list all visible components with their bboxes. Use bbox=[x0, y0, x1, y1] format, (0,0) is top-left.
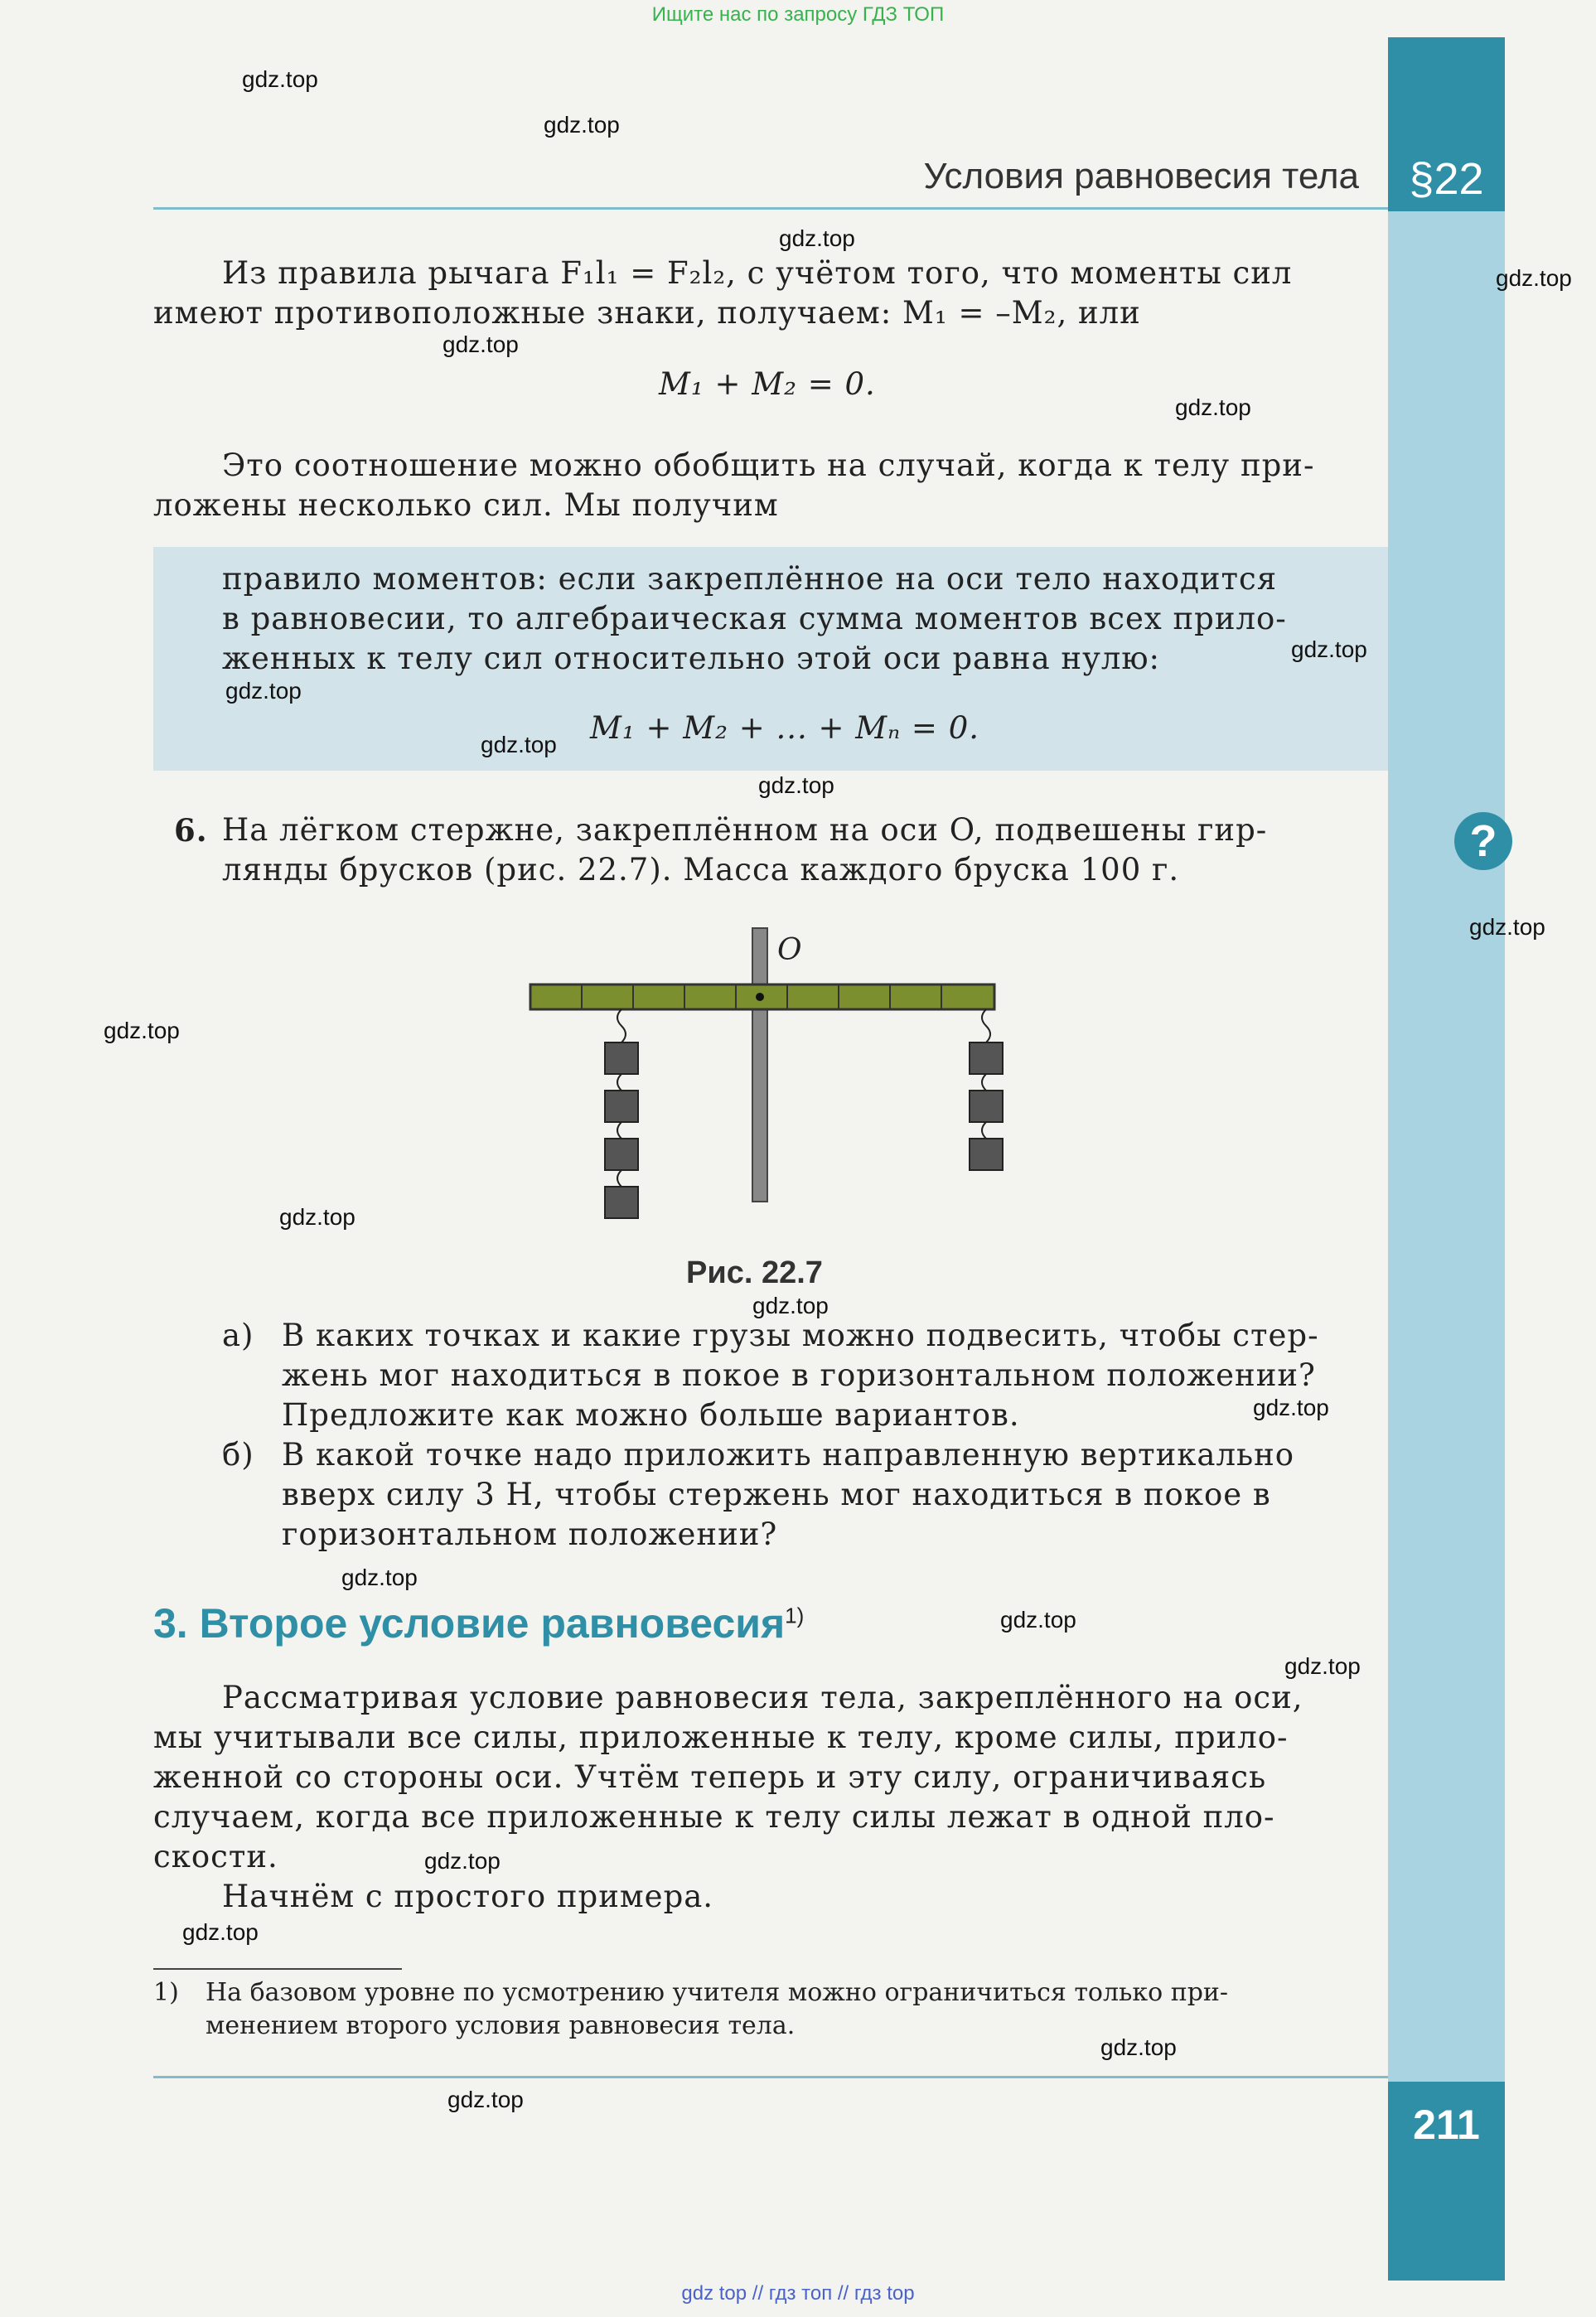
figure-caption: Рис. 22.7 bbox=[686, 1255, 823, 1290]
text-line: В каких точках и какие грузы можно подвесить, чтобы стер- bbox=[282, 1318, 1319, 1353]
watermark: gdz.top bbox=[1496, 265, 1572, 291]
rule-text: правило моментов: если закреплённое на оси тело находится bbox=[222, 561, 1278, 597]
rule-text: женных к телу сил относительно этой оси равна нулю: bbox=[222, 641, 1161, 676]
top-banner[interactable]: Ищите нас по запросу ГДЗ ТОП bbox=[651, 3, 945, 26]
watermark: gdz.top bbox=[1100, 2034, 1177, 2060]
text-line: жень мог находиться в покое в горизонтальном положении? bbox=[282, 1357, 1316, 1393]
watermark: gdz.top bbox=[1000, 1607, 1076, 1633]
watermark: gdz.top bbox=[481, 732, 557, 757]
text-line: Предложите как можно больше вариантов. bbox=[282, 1397, 1020, 1433]
footer-divider bbox=[153, 2076, 1388, 2078]
watermark: gdz.top bbox=[104, 1018, 180, 1043]
watermark: gdz.top bbox=[779, 225, 855, 251]
footnote-ref: 1) bbox=[785, 1603, 805, 1628]
watermark: gdz.top bbox=[544, 112, 620, 138]
section-heading-text: 3. Второе условие равновесия bbox=[153, 1600, 786, 1647]
watermark: gdz.top bbox=[1469, 914, 1545, 940]
equation: M₁ + M₂ = 0. bbox=[659, 366, 876, 402]
question-label: а) bbox=[222, 1318, 254, 1353]
text-line: Из правила рычага F₁l₁ = F₂l₂, с учётом того, что моменты сил bbox=[222, 255, 1293, 291]
watermark: gdz.top bbox=[341, 1565, 418, 1590]
question-label: б) bbox=[222, 1437, 254, 1473]
watermark: gdz.top bbox=[758, 772, 834, 798]
text-line: имеют противоположные знаки, получаем: M₁ = –M₂, или bbox=[153, 295, 1141, 331]
axis-label: O bbox=[777, 933, 802, 967]
section-heading bbox=[153, 1599, 804, 1647]
figure-lever bbox=[514, 920, 1011, 1268]
text-line: Это соотношение можно обобщить на случай, когда к телу при- bbox=[222, 447, 1315, 483]
watermark: gdz.top bbox=[1284, 1653, 1361, 1679]
text-line: В какой точке надо приложить направленную вертикально bbox=[282, 1437, 1295, 1473]
footnote-divider bbox=[153, 1968, 402, 1970]
watermark: gdz.top bbox=[443, 331, 519, 357]
axis-post bbox=[752, 928, 767, 1202]
watermark: gdz.top bbox=[1291, 636, 1367, 662]
rule-text: в равновесии, то алгебраическая сумма моментов всех прило- bbox=[222, 601, 1287, 636]
right-weights bbox=[970, 1009, 1003, 1170]
section-number: §22 bbox=[1409, 154, 1484, 204]
footnote-text: На базовом уровне по усмотрению учителя можно ограничиться только при- bbox=[206, 1978, 1229, 2007]
text-line: скости. bbox=[153, 1839, 278, 1874]
footnote-mark: 1) bbox=[153, 1978, 179, 2007]
page-title: Условия равновесия тела bbox=[923, 156, 1359, 196]
equation: M₁ + M₂ + ... + Mₙ = 0. bbox=[590, 710, 979, 746]
text-line: мы учитывали все силы, приложенные к телу, кроме силы, прило- bbox=[153, 1720, 1289, 1755]
watermark: gdz.top bbox=[279, 1204, 355, 1230]
watermark: gdz.top bbox=[1175, 394, 1251, 420]
text-line: горизонтальном положении? bbox=[282, 1516, 778, 1552]
footnote-text: менением второго условия равновесия тела. bbox=[206, 2011, 796, 2040]
task-number: 6. bbox=[174, 812, 208, 849]
text-line: Рассматривая условие равновесия тела, закреплённого на оси, bbox=[222, 1680, 1303, 1715]
bottom-banner[interactable]: gdz top // гдз топ // гдз top bbox=[681, 2282, 915, 2305]
text-line: женной со стороны оси. Учтём теперь и эту силу, ограничиваясь bbox=[153, 1759, 1267, 1795]
watermark: gdz.top bbox=[182, 1919, 259, 1945]
text-line: лянды брусков (рис. 22.7). Масса каждого бруска 100 г. bbox=[222, 852, 1180, 888]
text-line: На лёгком стержне, закреплённом на оси O, подвешены гир- bbox=[222, 812, 1268, 848]
left-weights bbox=[605, 1009, 638, 1218]
text-line: Начнём с простого примера. bbox=[222, 1879, 714, 1914]
watermark: gdz.top bbox=[752, 1293, 829, 1318]
watermark: gdz.top bbox=[1253, 1395, 1329, 1420]
watermark: gdz.top bbox=[447, 2087, 524, 2112]
page-number: 211 bbox=[1413, 2102, 1480, 2148]
header-divider bbox=[153, 207, 1388, 210]
question-icon: ? bbox=[1454, 812, 1512, 870]
text-line: ложены несколько сил. Мы получим bbox=[153, 487, 779, 523]
text-line: случаем, когда все приложенные к телу силы лежат в одной пло- bbox=[153, 1799, 1275, 1835]
text-line: вверх силу 3 Н, чтобы стержень мог находиться в покое в bbox=[282, 1477, 1271, 1512]
watermark: gdz.top bbox=[424, 1848, 501, 1874]
pivot-point bbox=[756, 993, 764, 1001]
side-band bbox=[1388, 37, 1505, 2281]
watermark: gdz.top bbox=[225, 678, 302, 704]
watermark: gdz.top bbox=[242, 66, 318, 92]
